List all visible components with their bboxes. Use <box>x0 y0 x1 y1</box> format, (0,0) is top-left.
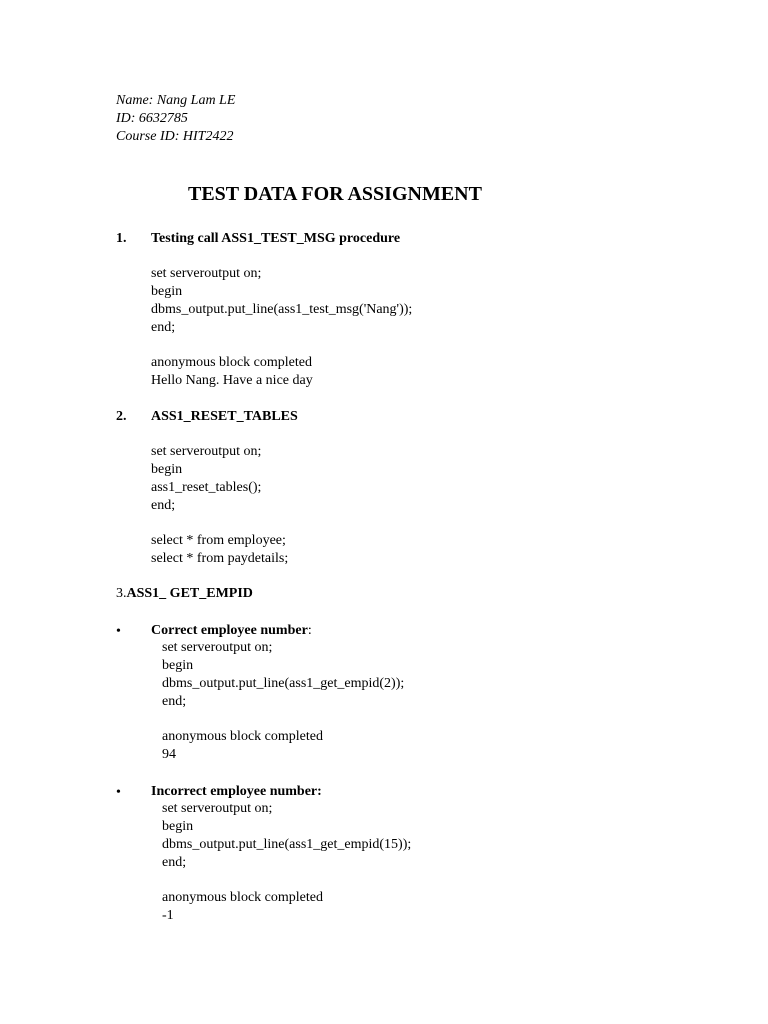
code-line: ass1_reset_tables(); <box>151 480 262 495</box>
code-line: begin <box>162 819 194 834</box>
query-line: select * from paydetails; <box>151 551 289 566</box>
student-id: ID: 6632785 <box>116 111 188 126</box>
bullet-heading <box>151 622 312 640</box>
section-2-number: 2. <box>116 409 127 424</box>
output-line: 94 <box>162 747 176 762</box>
document-title: TEST DATA FOR ASSIGNMENT <box>188 183 482 205</box>
code-line: dbms_output.put_line(ass1_test_msg('Nang')); <box>151 302 413 317</box>
code-line: end; <box>162 694 187 709</box>
course-id: Course ID: HIT2422 <box>116 129 234 144</box>
code-line: dbms_output.put_line(ass1_get_empid(15)); <box>162 837 412 852</box>
code-line: end; <box>151 320 176 335</box>
bullet-suffix: : <box>307 623 312 638</box>
bullet-label: Incorrect employee number: <box>151 784 322 799</box>
code-line: set serveroutput on; <box>162 801 273 816</box>
query-line: select * from employee; <box>151 533 286 548</box>
bullet-heading <box>151 783 322 801</box>
bullet-icon: • <box>116 785 121 800</box>
section-3-title: ASS1_ GET_EMPID <box>126 586 253 601</box>
section-1-number: 1. <box>116 231 127 246</box>
section-3-number: 3. <box>116 586 127 601</box>
code-line: dbms_output.put_line(ass1_get_empid(2)); <box>162 676 405 691</box>
code-line: begin <box>151 284 183 299</box>
code-line: begin <box>151 462 183 477</box>
student-name: Name: Nang Lam LE <box>116 93 236 108</box>
output-line: -1 <box>162 908 174 923</box>
code-line: begin <box>162 658 194 673</box>
code-line: set serveroutput on; <box>162 640 273 655</box>
output-line: anonymous block completed <box>162 890 323 905</box>
output-line: Hello Nang. Have a nice day <box>151 373 313 388</box>
code-line: set serveroutput on; <box>151 266 262 281</box>
code-line: set serveroutput on; <box>151 444 262 459</box>
bullet-label: Correct employee number <box>151 623 308 638</box>
output-line: anonymous block completed <box>151 355 312 370</box>
code-line: end; <box>151 498 176 513</box>
section-2-title: ASS1_RESET_TABLES <box>151 409 298 424</box>
output-line: anonymous block completed <box>162 729 323 744</box>
section-1-title: Testing call ASS1_TEST_MSG procedure <box>151 231 401 246</box>
code-line: end; <box>162 855 187 870</box>
bullet-icon: • <box>116 624 121 639</box>
section-3-heading <box>116 585 253 603</box>
